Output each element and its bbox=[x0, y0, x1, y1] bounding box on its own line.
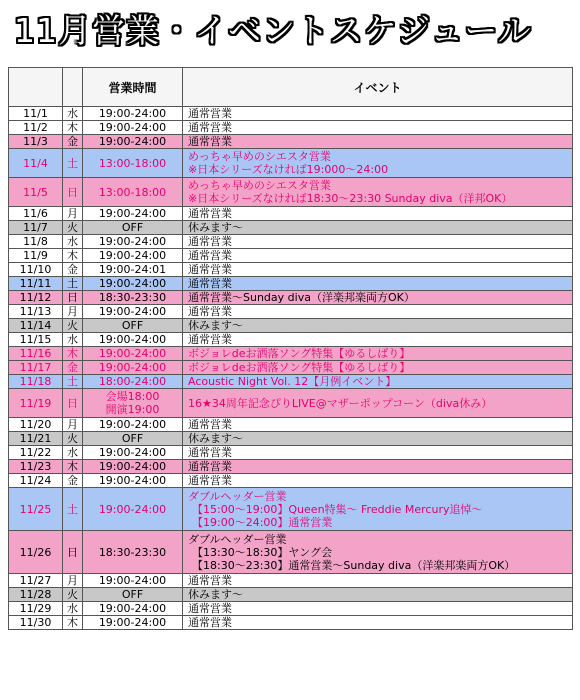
event-line: ※日本シリーズなければ19:000〜24:00 bbox=[188, 163, 389, 176]
row-event bbox=[183, 460, 573, 474]
hours-line: 19:00-24:00 bbox=[98, 135, 167, 148]
table-row bbox=[9, 121, 573, 135]
row-event bbox=[183, 375, 573, 389]
row-day-of-week: 火 bbox=[63, 221, 83, 235]
row-date: 11/3 bbox=[9, 135, 63, 149]
row-event bbox=[183, 178, 573, 207]
row-day-of-week: 火 bbox=[63, 319, 83, 333]
event-line: めっちゃ早めのシエスタ営業 bbox=[188, 179, 331, 192]
row-hours bbox=[83, 418, 183, 432]
row-date: 11/28 bbox=[9, 588, 63, 602]
row-hours bbox=[83, 333, 183, 347]
row-hours bbox=[83, 602, 183, 616]
row-day-of-week: 木 bbox=[63, 121, 83, 135]
row-event bbox=[183, 107, 573, 121]
table-row bbox=[9, 474, 573, 488]
row-day-of-week: 水 bbox=[63, 333, 83, 347]
table-row bbox=[9, 107, 573, 121]
event-line: 通常営業 bbox=[188, 333, 232, 346]
row-event bbox=[183, 121, 573, 135]
event-line: Acoustic Night Vol. 12【月例イベント】 bbox=[188, 375, 397, 388]
event-line: 休みます〜 bbox=[188, 319, 243, 332]
row-hours bbox=[83, 460, 183, 474]
table-row bbox=[9, 361, 573, 375]
row-day-of-week: 木 bbox=[63, 616, 83, 630]
row-event bbox=[183, 474, 573, 488]
row-date: 11/5 bbox=[9, 178, 63, 207]
event-line: 通常営業 bbox=[188, 263, 232, 276]
row-hours bbox=[83, 616, 183, 630]
event-line: 通常営業 bbox=[188, 107, 232, 120]
event-line: 16★34周年記念ぴりLIVE@マザーポップコーン（diva休み） bbox=[188, 396, 493, 410]
hours-line: OFF bbox=[121, 319, 144, 332]
row-hours bbox=[83, 107, 183, 121]
table-row bbox=[9, 207, 573, 221]
row-date: 11/20 bbox=[9, 418, 63, 432]
row-event bbox=[183, 277, 573, 291]
row-event bbox=[183, 135, 573, 149]
row-hours bbox=[83, 474, 183, 488]
row-hours bbox=[83, 347, 183, 361]
table-row bbox=[9, 305, 573, 319]
table-row bbox=[9, 574, 573, 588]
table-row bbox=[9, 418, 573, 432]
event-line: 通常営業 bbox=[188, 135, 232, 148]
row-event bbox=[183, 574, 573, 588]
row-date: 11/27 bbox=[9, 574, 63, 588]
table-row bbox=[9, 460, 573, 474]
row-date: 11/7 bbox=[9, 221, 63, 235]
row-date: 11/2 bbox=[9, 121, 63, 135]
hours-line: OFF bbox=[121, 588, 144, 601]
row-event bbox=[183, 263, 573, 277]
hours-line: 19:00-24:00 bbox=[98, 347, 167, 360]
table-row bbox=[9, 135, 573, 149]
event-line: 通常営業 bbox=[188, 121, 232, 134]
row-day-of-week: 日 bbox=[63, 291, 83, 305]
table-row bbox=[9, 531, 573, 574]
row-date: 11/4 bbox=[9, 149, 63, 178]
row-date: 11/6 bbox=[9, 207, 63, 221]
row-date: 11/13 bbox=[9, 305, 63, 319]
row-date: 11/17 bbox=[9, 361, 63, 375]
row-event bbox=[183, 291, 573, 305]
event-line: ダブルヘッダー営業 bbox=[188, 489, 287, 503]
schedule-body bbox=[9, 107, 573, 630]
row-hours bbox=[83, 531, 183, 574]
hours-line: 13:00-18:00 bbox=[98, 185, 167, 199]
table-row bbox=[9, 319, 573, 333]
row-event bbox=[183, 333, 573, 347]
row-event bbox=[183, 602, 573, 616]
row-day-of-week: 火 bbox=[63, 432, 83, 446]
hours-line: 18:30-23:30 bbox=[98, 291, 167, 304]
row-event bbox=[183, 319, 573, 333]
event-line: 通常営業 bbox=[188, 474, 232, 487]
row-date: 11/18 bbox=[9, 375, 63, 389]
event-line: ボジョレdeお洒落ソング特集【ゆるしばり】 bbox=[188, 361, 411, 374]
table-row bbox=[9, 235, 573, 249]
hours-line: OFF bbox=[121, 432, 144, 445]
row-hours bbox=[83, 319, 183, 333]
hours-line: 13:00-18:00 bbox=[98, 156, 167, 170]
hours-line: 19:00-24:00 bbox=[98, 602, 167, 615]
row-date: 11/1 bbox=[9, 107, 63, 121]
table-row bbox=[9, 347, 573, 361]
hours-line: 19:00-24:00 bbox=[98, 207, 167, 220]
table-row bbox=[9, 432, 573, 446]
row-event bbox=[183, 418, 573, 432]
event-line: 休みます〜 bbox=[188, 588, 243, 601]
table-row bbox=[9, 149, 573, 178]
row-event bbox=[183, 432, 573, 446]
header-row bbox=[9, 68, 573, 107]
hours-line: OFF bbox=[121, 221, 144, 234]
row-date: 11/12 bbox=[9, 291, 63, 305]
event-line: 【15:00〜19:00】Queen特集〜 Freddie Mercury追悼〜 bbox=[192, 502, 483, 516]
row-hours bbox=[83, 574, 183, 588]
event-line: 通常営業 bbox=[188, 249, 232, 262]
row-day-of-week: 金 bbox=[63, 135, 83, 149]
table-row bbox=[9, 389, 573, 418]
table-row bbox=[9, 446, 573, 460]
row-day-of-week: 土 bbox=[63, 488, 83, 531]
event-line: 通常営業 bbox=[188, 602, 232, 615]
row-day-of-week: 木 bbox=[63, 249, 83, 263]
row-day-of-week: 日 bbox=[63, 178, 83, 207]
row-date: 11/24 bbox=[9, 474, 63, 488]
table-row bbox=[9, 588, 573, 602]
event-line: 通常営業 bbox=[188, 574, 232, 587]
row-hours bbox=[83, 149, 183, 178]
hours-line: 19:00-24:00 bbox=[98, 616, 167, 629]
row-day-of-week: 月 bbox=[63, 574, 83, 588]
row-date: 11/10 bbox=[9, 263, 63, 277]
row-event bbox=[183, 531, 573, 574]
row-hours bbox=[83, 432, 183, 446]
table-row bbox=[9, 616, 573, 630]
row-date: 11/19 bbox=[9, 389, 63, 418]
row-date: 11/26 bbox=[9, 531, 63, 574]
row-date: 11/9 bbox=[9, 249, 63, 263]
row-event bbox=[183, 361, 573, 375]
hours-line: 19:00-24:00 bbox=[98, 361, 167, 374]
row-date: 11/14 bbox=[9, 319, 63, 333]
header-dow bbox=[63, 68, 83, 107]
hours-line: 19:00-24:00 bbox=[98, 121, 167, 134]
row-event bbox=[183, 446, 573, 460]
event-line: 【13:30〜18:30】ヤング会 bbox=[192, 545, 333, 559]
row-hours bbox=[83, 178, 183, 207]
row-event bbox=[183, 207, 573, 221]
row-hours bbox=[83, 389, 183, 418]
row-day-of-week: 土 bbox=[63, 277, 83, 291]
row-day-of-week: 水 bbox=[63, 235, 83, 249]
hours-line: 19:00-24:00 bbox=[98, 235, 167, 248]
row-day-of-week: 火 bbox=[63, 588, 83, 602]
header-date bbox=[9, 68, 63, 107]
row-event bbox=[183, 588, 573, 602]
row-day-of-week: 金 bbox=[63, 263, 83, 277]
row-date: 11/11 bbox=[9, 277, 63, 291]
hours-line: 19:00-24:00 bbox=[98, 502, 167, 516]
row-event bbox=[183, 616, 573, 630]
table-row bbox=[9, 488, 573, 531]
row-event bbox=[183, 249, 573, 263]
schedule-table bbox=[8, 67, 573, 630]
table-row bbox=[9, 263, 573, 277]
hours-line: 19:00-24:00 bbox=[98, 446, 167, 459]
event-line: 通常営業 bbox=[188, 235, 232, 248]
header-hours: 営業時間 bbox=[83, 68, 183, 107]
row-hours bbox=[83, 305, 183, 319]
hours-line: 19:00-24:01 bbox=[98, 263, 167, 276]
table-row bbox=[9, 375, 573, 389]
table-row bbox=[9, 277, 573, 291]
table-row bbox=[9, 291, 573, 305]
row-day-of-week: 木 bbox=[63, 347, 83, 361]
event-line: ボジョレdeお洒落ソング特集【ゆるしばり】 bbox=[188, 347, 411, 360]
event-line: 通常営業 bbox=[188, 616, 232, 629]
table-row bbox=[9, 333, 573, 347]
row-hours bbox=[83, 291, 183, 305]
row-day-of-week: 土 bbox=[63, 375, 83, 389]
row-hours bbox=[83, 588, 183, 602]
table-row bbox=[9, 178, 573, 207]
hours-line: 19:00-24:00 bbox=[98, 474, 167, 487]
event-line: 通常営業 bbox=[188, 418, 232, 431]
row-day-of-week: 日 bbox=[63, 389, 83, 418]
row-event bbox=[183, 305, 573, 319]
hours-line: 19:00-24:00 bbox=[98, 418, 167, 431]
row-day-of-week: 金 bbox=[63, 474, 83, 488]
hours-line: 19:00-24:00 bbox=[98, 574, 167, 587]
event-line: 通常営業 bbox=[188, 305, 232, 318]
hours-line: 19:00-24:00 bbox=[98, 460, 167, 473]
event-line: 通常営業 bbox=[188, 446, 232, 459]
row-date: 11/15 bbox=[9, 333, 63, 347]
row-hours bbox=[83, 277, 183, 291]
row-day-of-week: 月 bbox=[63, 418, 83, 432]
row-event bbox=[183, 347, 573, 361]
row-date: 11/22 bbox=[9, 446, 63, 460]
hours-line: 19:00-24:00 bbox=[98, 249, 167, 262]
event-line: 休みます〜 bbox=[188, 432, 243, 445]
row-date: 11/23 bbox=[9, 460, 63, 474]
row-day-of-week: 月 bbox=[63, 207, 83, 221]
page-title: 11月営業・イベントスケジュール bbox=[14, 11, 532, 50]
row-event bbox=[183, 221, 573, 235]
event-line: 【18:30〜23:30】通常営業〜Sunday diva（洋楽邦楽両方OK） bbox=[192, 558, 516, 572]
row-day-of-week: 木 bbox=[63, 460, 83, 474]
row-event bbox=[183, 149, 573, 178]
hours-line: 19:00-24:00 bbox=[98, 277, 167, 290]
event-line: めっちゃ早めのシエスタ営業 bbox=[188, 150, 331, 163]
table-row bbox=[9, 602, 573, 616]
row-event bbox=[183, 389, 573, 418]
event-line: 通常営業〜Sunday diva（洋楽邦楽両方OK） bbox=[188, 291, 415, 304]
row-date: 11/16 bbox=[9, 347, 63, 361]
hours-line: 18:00-24:00 bbox=[98, 375, 167, 388]
row-hours bbox=[83, 361, 183, 375]
row-date: 11/30 bbox=[9, 616, 63, 630]
row-day-of-week: 水 bbox=[63, 446, 83, 460]
table-row bbox=[9, 221, 573, 235]
hours-line: 18:30-23:30 bbox=[98, 545, 167, 559]
hours-line: 会場18:00 bbox=[105, 390, 160, 403]
event-line: 【19:00〜24:00】通常営業 bbox=[192, 515, 333, 529]
row-day-of-week: 土 bbox=[63, 149, 83, 178]
row-hours bbox=[83, 375, 183, 389]
row-date: 11/8 bbox=[9, 235, 63, 249]
row-date: 11/29 bbox=[9, 602, 63, 616]
hours-line: 19:00-24:00 bbox=[98, 305, 167, 318]
event-line: 通常営業 bbox=[188, 207, 232, 220]
row-date: 11/25 bbox=[9, 488, 63, 531]
hours-line: 19:00-24:00 bbox=[98, 107, 167, 120]
event-line: 通常営業 bbox=[188, 460, 232, 473]
row-hours bbox=[83, 135, 183, 149]
row-hours bbox=[83, 221, 183, 235]
row-day-of-week: 水 bbox=[63, 602, 83, 616]
row-day-of-week: 日 bbox=[63, 531, 83, 574]
row-hours bbox=[83, 121, 183, 135]
row-day-of-week: 月 bbox=[63, 305, 83, 319]
row-hours bbox=[83, 488, 183, 531]
row-hours bbox=[83, 207, 183, 221]
event-line: ダブルヘッダー営業 bbox=[188, 532, 287, 546]
row-event bbox=[183, 235, 573, 249]
row-hours bbox=[83, 446, 183, 460]
event-line: 通常営業 bbox=[188, 277, 232, 290]
header-event: イベント bbox=[183, 68, 573, 107]
row-day-of-week: 水 bbox=[63, 107, 83, 121]
event-line: 休みます〜 bbox=[188, 221, 243, 234]
row-day-of-week: 金 bbox=[63, 361, 83, 375]
row-hours bbox=[83, 263, 183, 277]
row-hours bbox=[83, 235, 183, 249]
event-line: ※日本シリーズなければ18:30〜23:30 Sunday diva（洋邦OK） bbox=[188, 192, 513, 205]
row-date: 11/21 bbox=[9, 432, 63, 446]
hours-line: 19:00-24:00 bbox=[98, 333, 167, 346]
hours-line: 開演19:00 bbox=[105, 403, 160, 416]
row-hours bbox=[83, 249, 183, 263]
row-event bbox=[183, 488, 573, 531]
table-row bbox=[9, 249, 573, 263]
